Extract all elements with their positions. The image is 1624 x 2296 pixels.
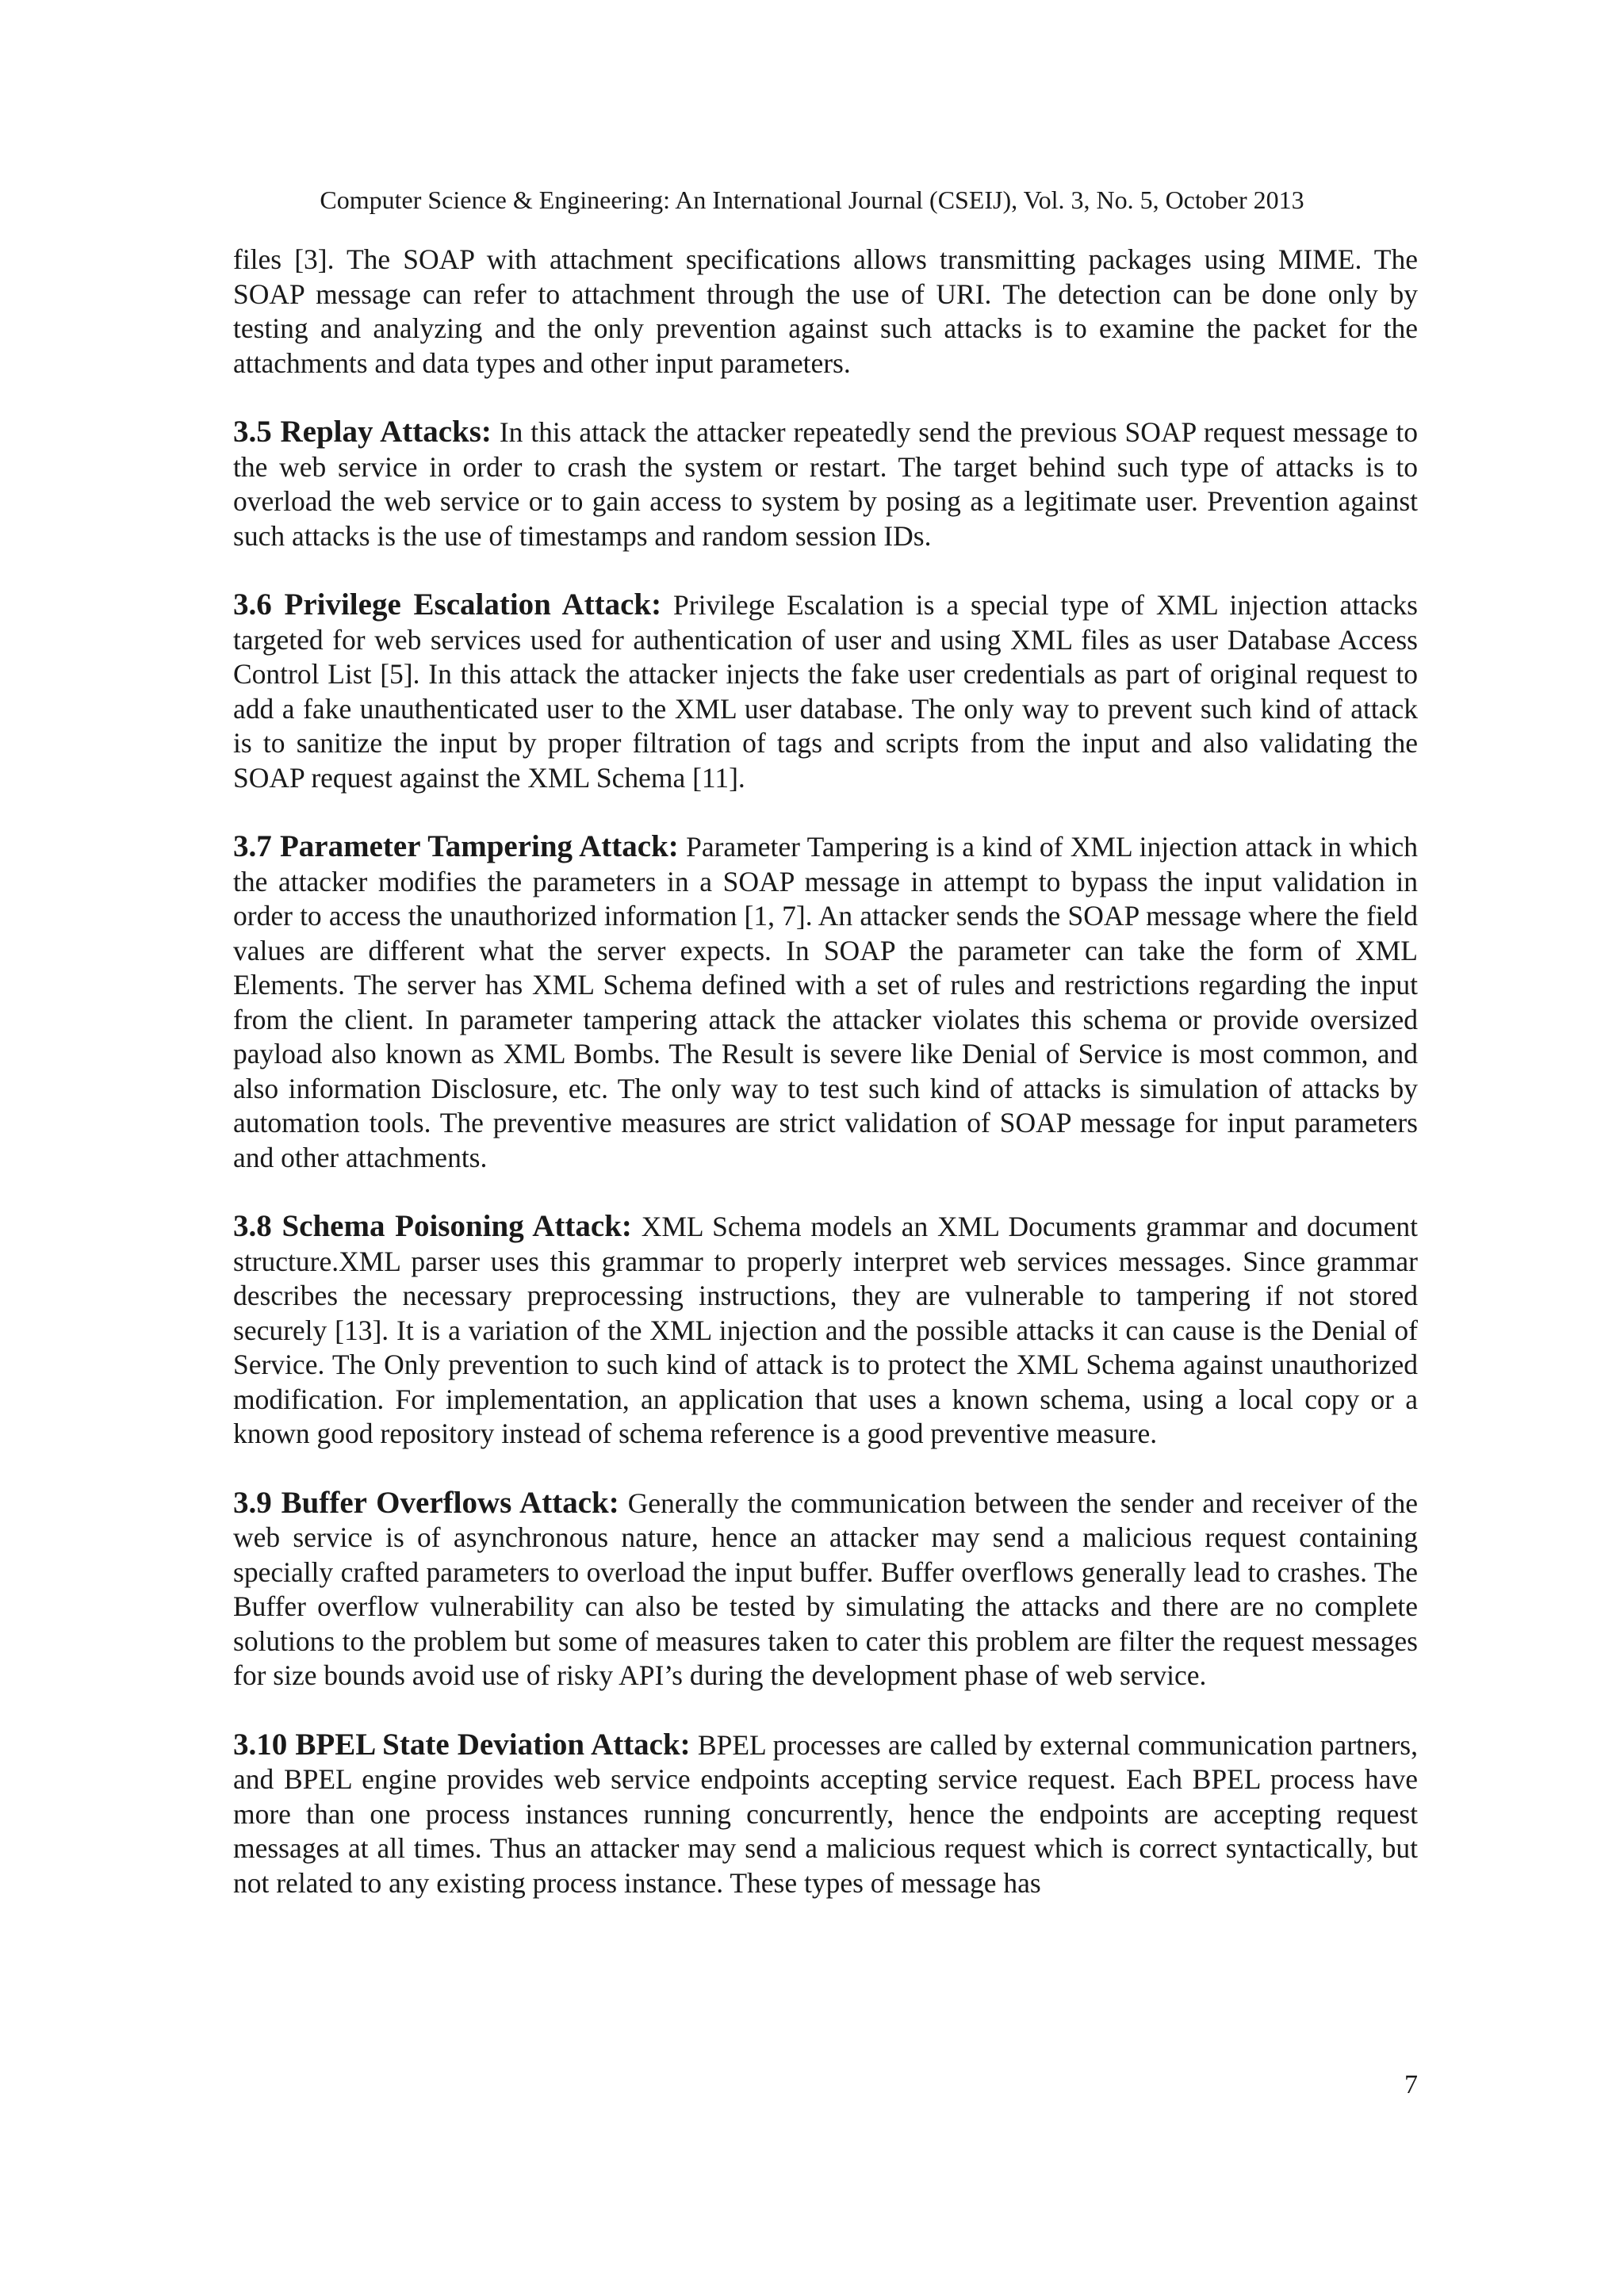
section-heading: 3.7 Parameter Tampering Attack: bbox=[233, 829, 679, 863]
paragraph-text: files [3]. The SOAP with attachment specifications allows transmitting packages using MIME. The SOAP message can refer to attachment through the use of URI. The detection can be done only by testing and analyzing and the only prevention against such attacks is to examine the packet for the attachments and data types and other input parameters. bbox=[233, 243, 1418, 379]
section-schema-poisoning bbox=[233, 1209, 1418, 1452]
section-replay-attacks bbox=[233, 415, 1418, 553]
paragraph-text: In this attack the attacker repeatedly send the previous SOAP request message to the web service in order to crash the system or restart. The target behind such type of attacks is to overload the web service or to gain access to system by posing as a legitimate user. Prevention against such attacks is the use of timestamps and random session IDs. bbox=[233, 416, 1419, 552]
paragraph-text: XML Schema models an XML Documents grammar and document structure.XML parser uses this grammar to properly interpret web services messages. Since grammar describes the necessary preprocessing instructions, they are vulnerable to tampering if not stored securely [13]. It is a variation of the XML injection and the possible attacks it can cause is the Denial of Service. The Only prevention to such kind of attack is to protect the XML Schema against unauthorized modification. For implementation, an application that uses a known schema, using a local copy or a known good repository instead of schema reference is a good preventive measure. bbox=[233, 1211, 1419, 1449]
paragraph-text: BPEL processes are called by external communication partners, and BPEL engine provides web service endpoints accepting service request. Each BPEL process have more than one process instances running concurrently, hence the endpoints are accepting request messages at all times. Thus an attacker may send a malicious request which is correct syntactically, but not related to any existing process instance. These types of message has bbox=[233, 1728, 1418, 1899]
paragraph-text: Parameter Tampering is a kind of XML injection attack in which the attacker modifies the parameters in a SOAP message in attempt to bypass the input validation in order to access the unauthorized information [1, 7]. An attacker sends the SOAP message where the field values are different what the server expects. In SOAP the parameter can take the form of XML Elements. The server has XML Schema defined with a set of rules and restrictions regarding the input from the client. In parameter tampering attack the attacker violates this schema or provide oversized payload also known as XML Bombs. The Result is severe like Denial of Service is most common, and also information Disclosure, etc. The only way to test such kind of attacks is simulation of attacks by automation tools. The preventive measures are strict validation of SOAP message for input parameters and other attachments. bbox=[233, 831, 1418, 1173]
running-header: Computer Science & Engineering: An International Journal (CSEIJ), Vol. 3, No. 5, October 2013 bbox=[320, 186, 1304, 214]
article-body bbox=[233, 243, 1418, 1934]
paragraph-text: Privilege Escalation is a special type of XML injection attacks targeted for web services used for authentication of user and using XML files as user Database Access Control List [5]. In this attack the attacker injects the fake user credentials as part of original request to add a fake unauthenticated user to the XML user database. The only way to prevent such kind of attack is to sanitize the input by proper filtration of tags and scripts from the input and also validating the SOAP request against the XML Schema [11]. bbox=[233, 589, 1418, 794]
section-heading: 3.6 Privilege Escalation Attack: bbox=[233, 587, 662, 622]
section-heading: 3.5 Replay Attacks: bbox=[233, 415, 492, 449]
paragraph-text: Generally the communication between the sender and receiver of the web service is of asynchronous nature, hence an attacker may send a malicious request containing specially crafted parameters to overload the input buffer. Buffer overflows generally lead to crashes. The Buffer overflow vulnerability can also be tested by simulating the attacks and there are no complete solutions to the problem but some of measures taken to cater this problem are filter the request messages for size bounds avoid use of risky API’s during the development phase of web service. bbox=[233, 1487, 1419, 1691]
section-buffer-overflows bbox=[233, 1486, 1418, 1693]
section-heading: 3.9 Buffer Overflows Attack: bbox=[233, 1485, 619, 1520]
page-number: 7 bbox=[1404, 2070, 1418, 2099]
paragraph-continuation bbox=[233, 243, 1418, 381]
section-parameter-tampering bbox=[233, 829, 1418, 1175]
section-heading: 3.10 BPEL State Deviation Attack: bbox=[233, 1727, 691, 1762]
section-heading: 3.8 Schema Poisoning Attack: bbox=[233, 1209, 632, 1243]
section-bpel-state-deviation bbox=[233, 1728, 1418, 1901]
section-privilege-escalation bbox=[233, 587, 1418, 795]
